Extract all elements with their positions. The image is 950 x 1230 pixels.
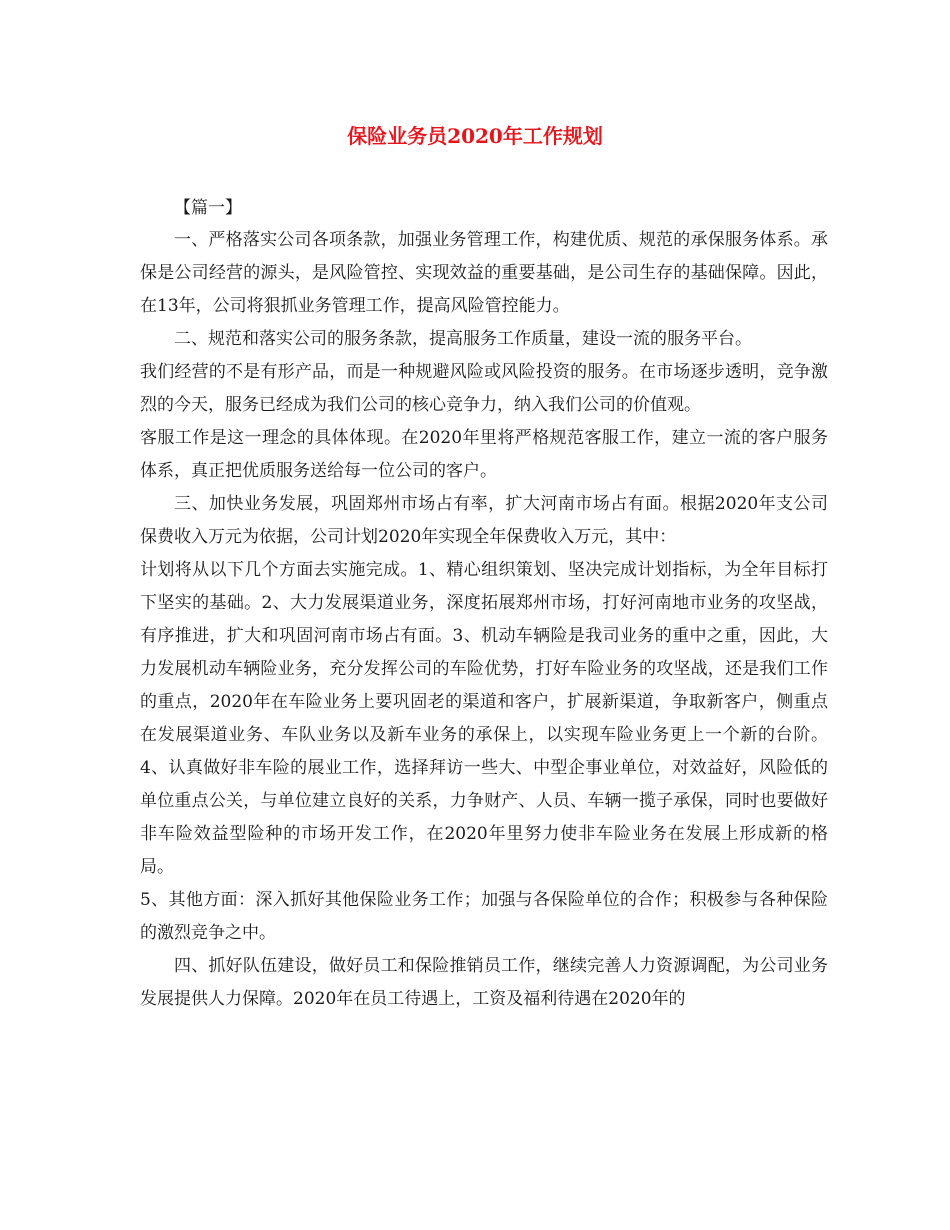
section-label: 【篇一】	[174, 198, 242, 218]
paragraph-1: 一、严格落实公司各项条款，加强业务管理工作，构建优质、规范的承保服务体系。承保是公司经营的源头，是风险管控、实现效益的重要基础，是公司生存的基础保障。因此，在13年，公司将狠抓业务管理工作，提高风险管控能力。	[140, 230, 828, 316]
paragraph-8: 四、抓好队伍建设，做好员工和保险推销员工作，继续完善人力资源调配，为公司业务发展提供人力保障。2020年在员工待遇上，工资及福利待遇在2020年的	[140, 956, 828, 1009]
paragraph-5: 三、加快业务发展，巩固郑州市场占有率，扩大河南市场占有面。根据2020年支公司保费收入万元为依据，公司计划2020年实现全年保费收入万元，其中：	[140, 494, 828, 547]
document-body	[140, 192, 828, 1016]
paragraph-4: 客服工作是这一理念的具体体现。在2020年里将严格规范客服工作，建立一流的客户服务体系，真正把优质服务送给每一位公司的客户。	[140, 428, 828, 481]
paragraph-3: 我们经营的不是有形产品，而是一种规避风险或风险投资的服务。在市场逐步透明，竞争激烈的今天，服务已经成为我们公司的核心竞争力，纳入我们公司的价值观。	[140, 362, 828, 415]
paragraph-7: 5、其他方面：深入抓好其他保险业务工作；加强与各保险单位的合作；积极参与各种保险的激烈竞争之中。	[140, 890, 828, 943]
paragraph-6: 计划将从以下几个方面去实施完成。1、精心组织策划、坚决完成计划指标，为全年目标打下坚实的基础。2、大力发展渠道业务，深度拓展郑州市场，打好河南地市业务的攻坚战，有序推进，扩大和巩固河南市场占有面。3、机动车辆险是我司业务的重中之重，因此，大力发展机动车辆险业务，充分发挥公司的车险优势，打好车险业务的攻坚战，还是我们工作的重点，2020年在车险业务上要巩固老的渠道和客户，扩展新渠道，争取新客户，侧重点在发展渠道业务、车队业务以及新车业务的承保上，以实现车险业务更上一个新的台阶。4、认真做好非车险的展业工作，选择拜访一些大、中型企事业单位，对效益好，风险低的单位重点公关，与单位建立良好的关系，力争财产、人员、车辆一揽子承保，同时也要做好非车险效益型险种的市场开发工作，在2020年里努力使非车险业务在发展上形成新的格局。	[140, 560, 828, 877]
document-title: 保险业务员2020年工作规划	[347, 124, 603, 148]
paragraph-2: 二、规范和落实公司的服务条款，提高服务工作质量，建设一流的服务平台。	[174, 329, 752, 349]
